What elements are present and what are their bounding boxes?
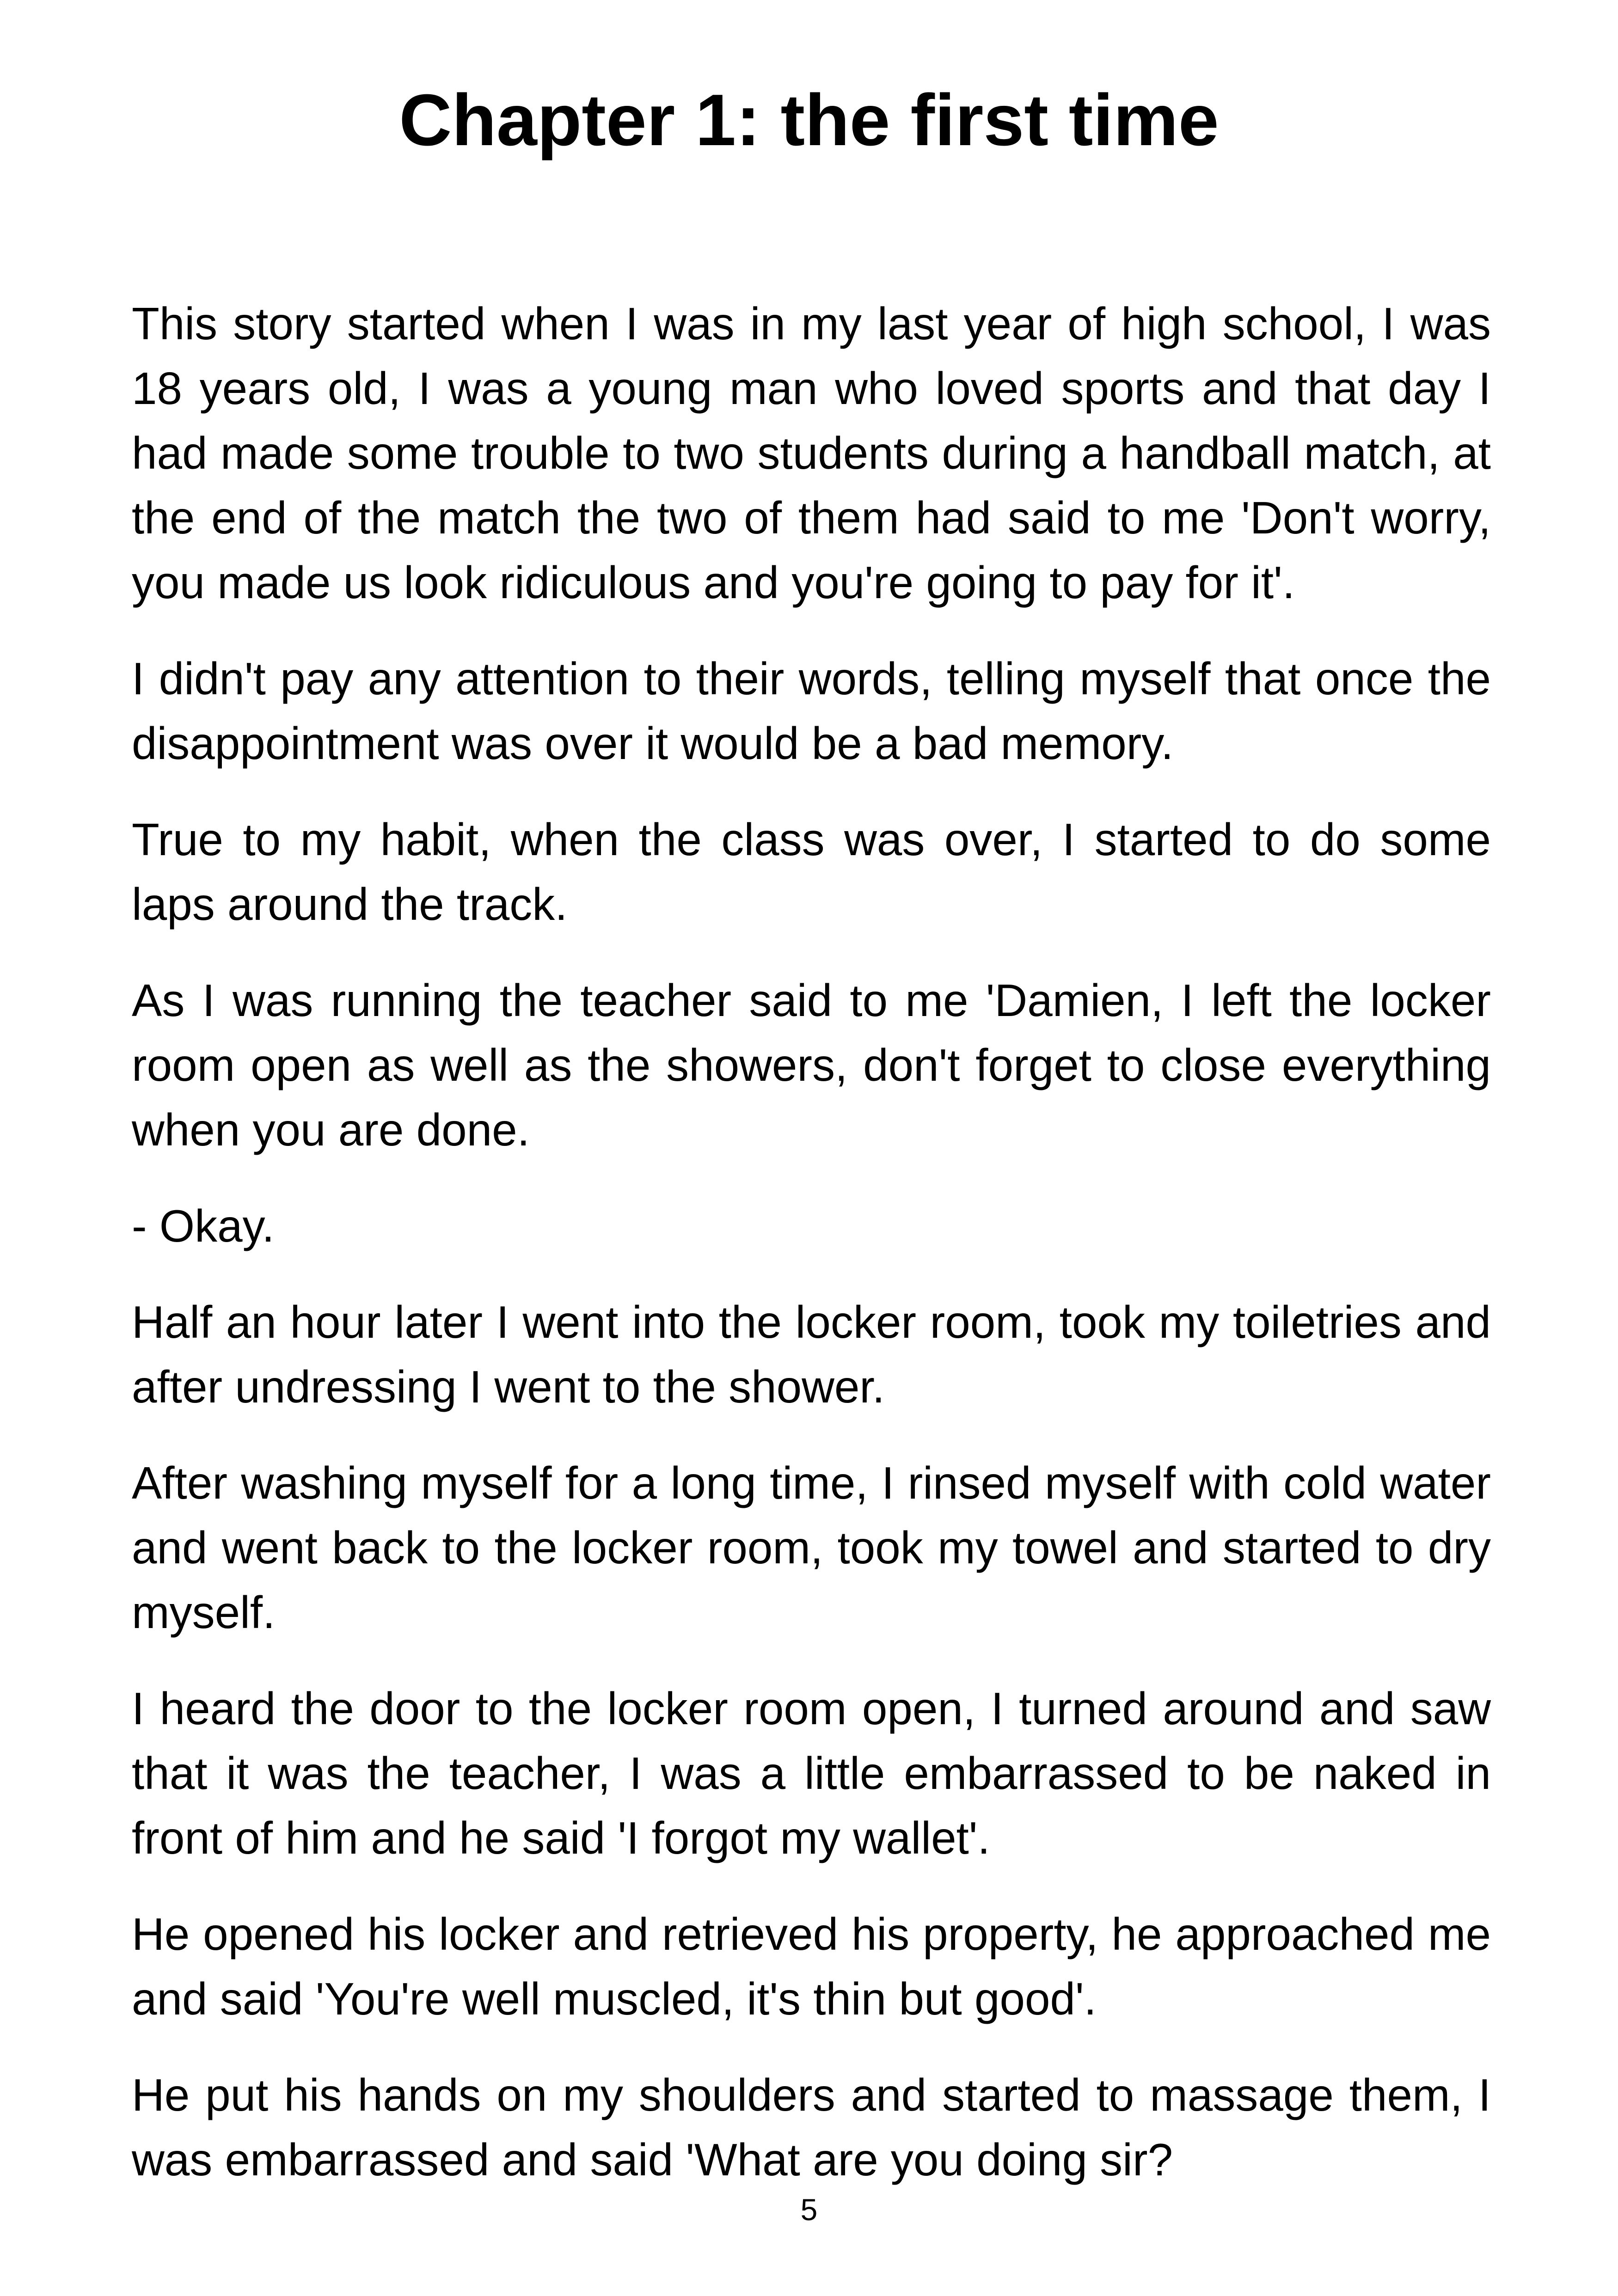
paragraph: As I was running the teacher said to me 'Damien, I left the locker room open as well as the showers, don't forget to close everything when you are done.	[132, 975, 1491, 1155]
paragraph: This story started when I was in my last year of high school, I was 18 years old, I was a young man who loved sports and that day I had made some trouble to two students during a handball match, at the end of the match the two of them had said to me 'Don't worry, you made us look ridiculous and you're going to pay for it'.	[132, 298, 1491, 608]
paragraph: Half an hour later I went into the locker room, took my toiletries and after undressing I went to the shower.	[132, 1297, 1491, 1412]
paragraph: I heard the door to the locker room open, I turned around and saw that it was the teacher, I was a little embarrassed to be naked in front of him and he said 'I forgot my wallet'.	[132, 1683, 1491, 1863]
paragraph: - Okay.	[132, 1200, 275, 1251]
body-text	[132, 291, 1491, 2223]
chapter-title: Chapter 1: the first time	[399, 80, 1219, 161]
paragraph: He opened his locker and retrieved his property, he approached me and said 'You're well muscled, it's thin but good'.	[132, 1909, 1491, 2024]
paragraph: After washing myself for a long time, I rinsed myself with cold water and went back to the locker room, took my towel and started to dry myself.	[132, 1457, 1491, 1638]
paragraph: He put his hands on my shoulders and started to massage them, I was embarrassed and said 'What are you doing sir?	[132, 2069, 1491, 2185]
page-number: 5	[800, 2192, 818, 2227]
paragraph: True to my habit, when the class was over, I started to do some laps around the track.	[132, 814, 1491, 930]
paragraph: I didn't pay any attention to their words, telling myself that once the disappointment was over it would be a bad memory.	[132, 653, 1491, 769]
